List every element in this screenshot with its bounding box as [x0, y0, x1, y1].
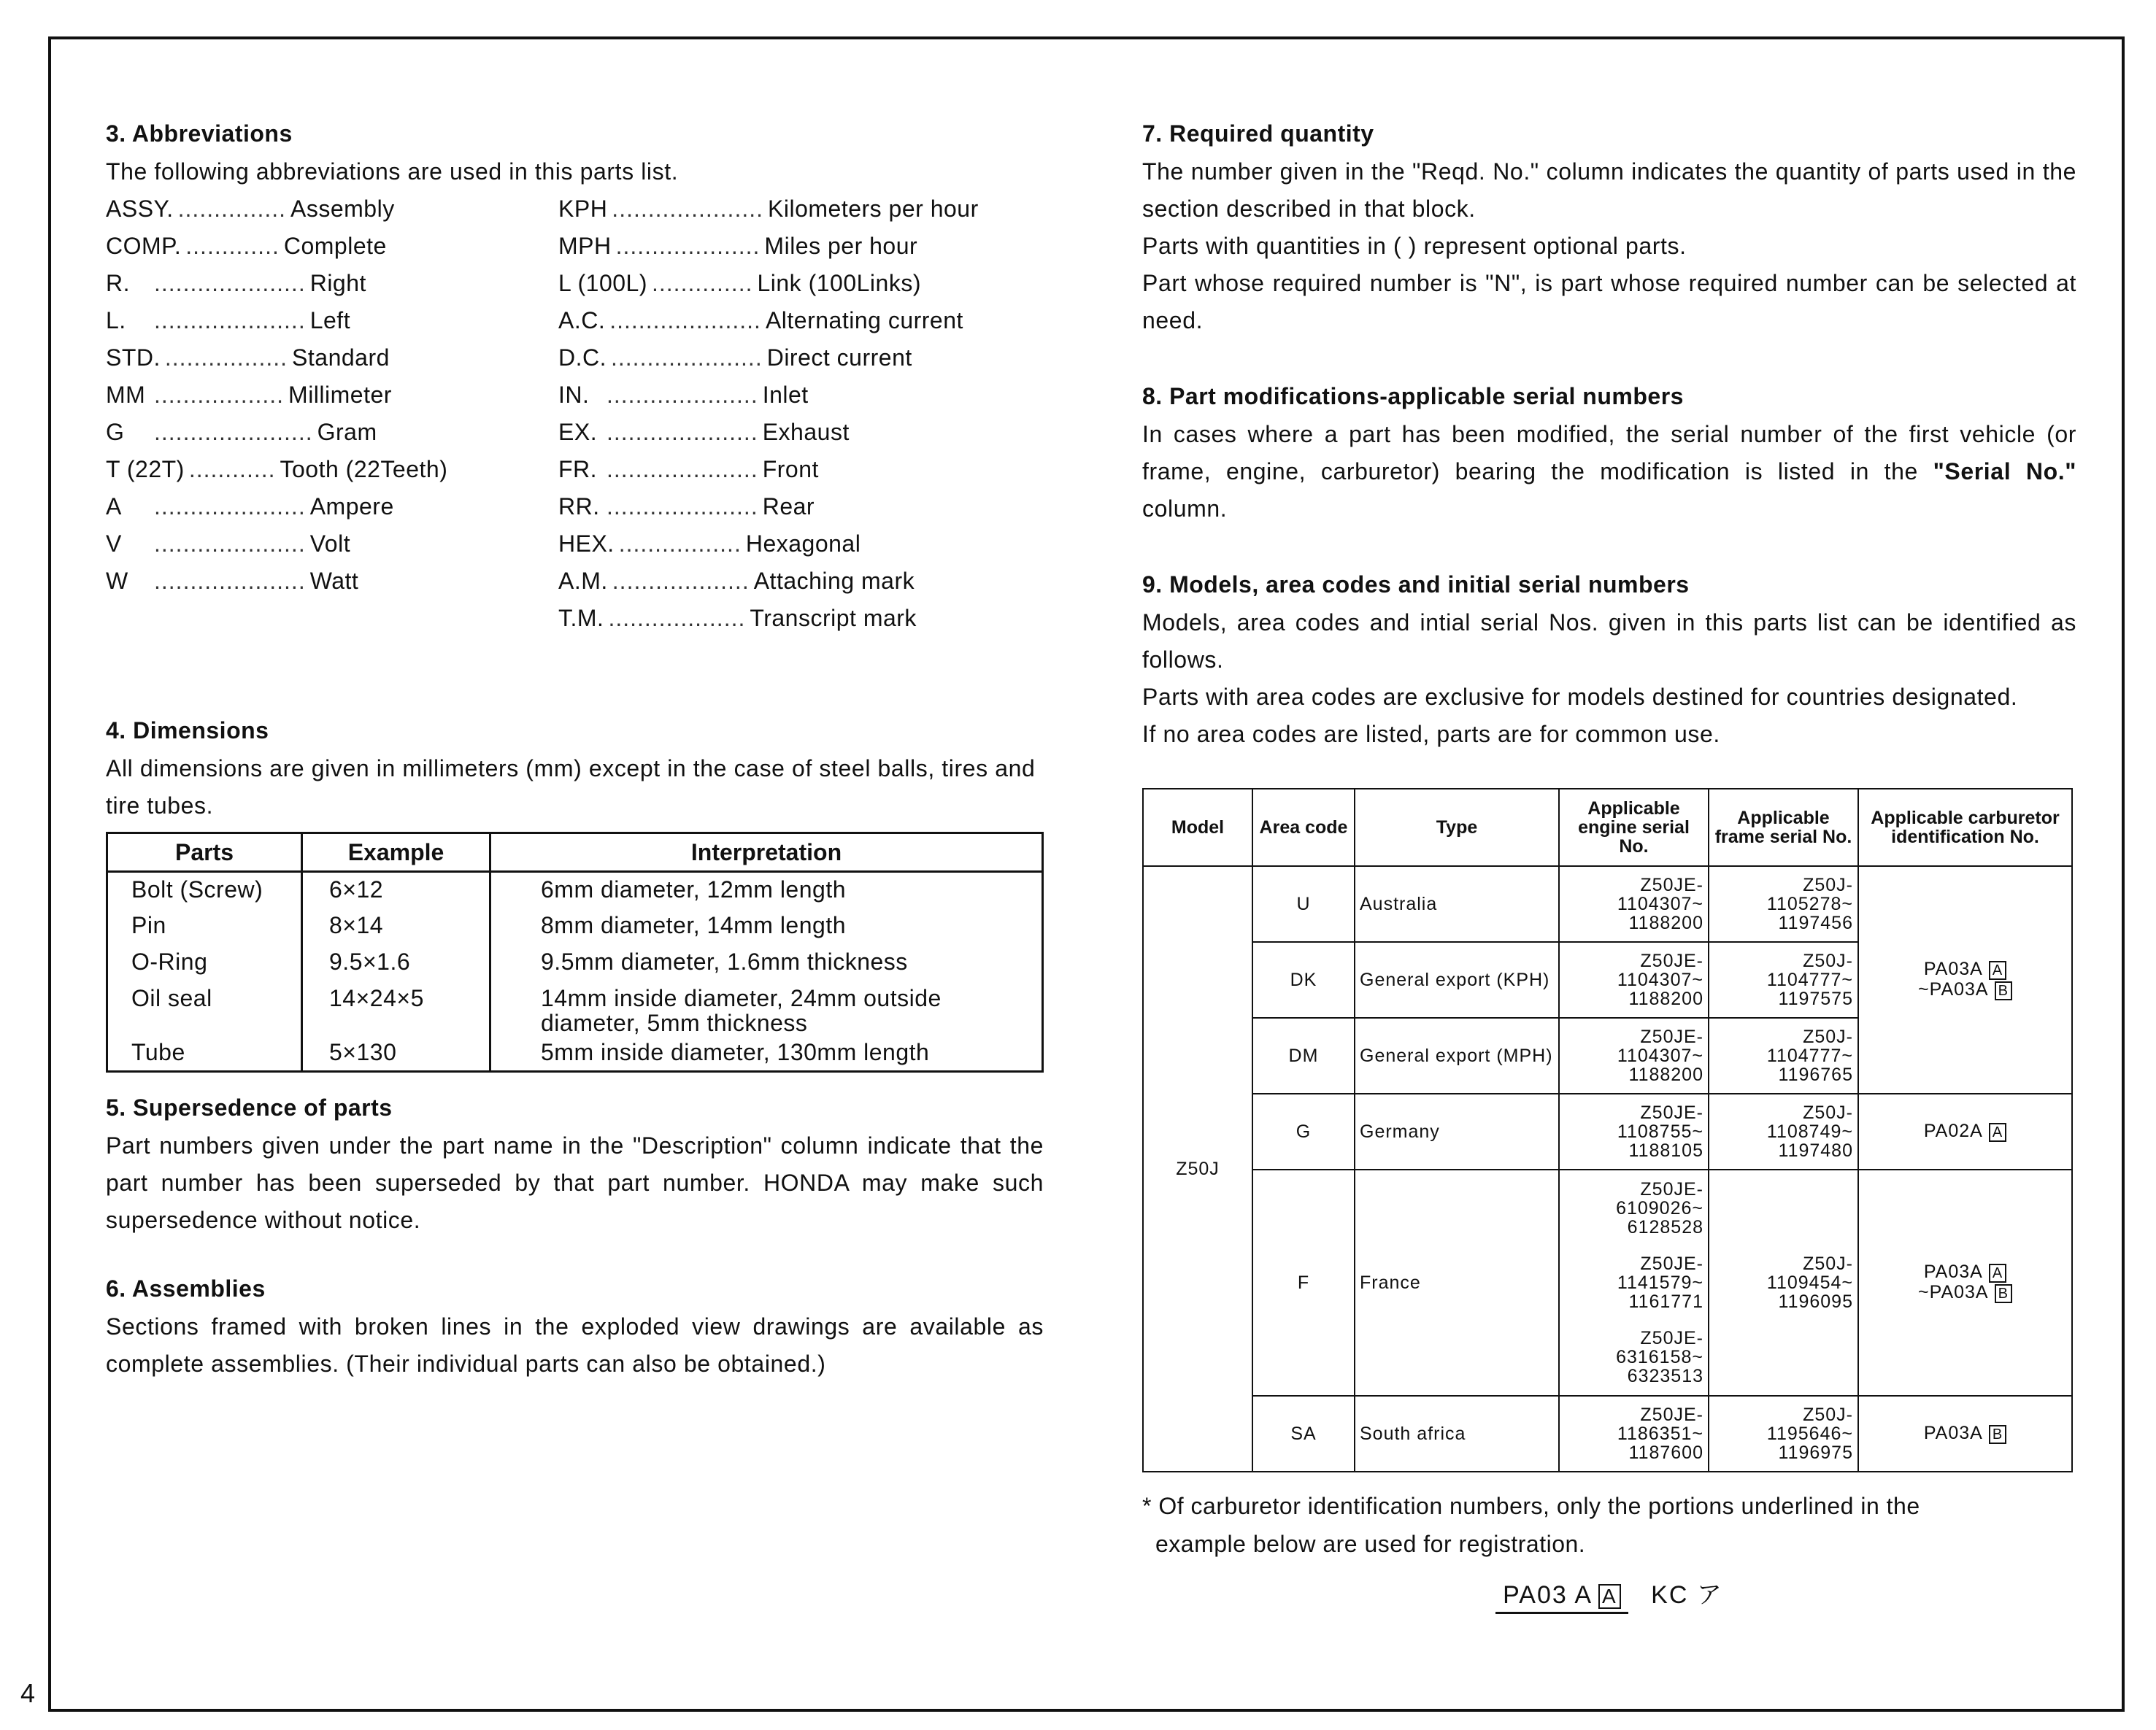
column-header: Parts [107, 833, 302, 872]
boxed-letter: B [1995, 1284, 2012, 1303]
dimensions-table [106, 832, 1044, 1073]
area-code-cell: DM [1252, 1018, 1355, 1094]
type-cell: General export (KPH) [1355, 942, 1559, 1018]
table-row [107, 872, 1043, 908]
asterisk-mark: * [1142, 1493, 1152, 1519]
type-cell: General export (MPH) [1355, 1018, 1559, 1094]
example-cell: 14×24×5 [302, 981, 490, 1035]
section-text: In cases where a part has been modified, the serial number of the first vehicle (or frame, engine, carburetor) bearing the modification is listed in the "Serial No." column. [1142, 421, 2076, 522]
section-text: Parts with area codes are exclusive for models destined for countries designated. [1142, 684, 2018, 710]
column-header: Applicable carburetor identification No. [1858, 789, 2072, 866]
dot-leader: ............... [177, 196, 286, 222]
abbreviation-meaning: Miles per hour [764, 233, 918, 259]
abbreviation-key: MPH [558, 233, 612, 259]
column-header: Applicable frame serial No. [1709, 789, 1858, 866]
abbreviation-key: A [106, 493, 122, 520]
abbreviation-row [558, 525, 1011, 563]
type-cell: South africa [1355, 1396, 1559, 1472]
abbreviation-key: HEX. [558, 530, 615, 557]
dot-leader: ..................... [154, 270, 306, 296]
abbreviation-key: A.C. [558, 307, 606, 333]
abbreviation-key: IN. [558, 382, 590, 408]
example-cell: 6×12 [302, 872, 490, 908]
example-cell: 8×14 [302, 908, 490, 945]
abbreviation-key: ASSY. [106, 196, 174, 222]
abbreviation-meaning: Right [309, 270, 366, 296]
abbreviation-row [106, 488, 558, 525]
area-code-cell: SA [1252, 1396, 1355, 1472]
section-supersedence [106, 1094, 1044, 1239]
section-text: Models, area codes and intial serial Nos. given in this parts list can be identified as follows. [1142, 609, 2076, 673]
type-cell: Australia [1355, 866, 1559, 942]
dot-leader: .............. [652, 270, 753, 296]
section-assemblies [106, 1275, 1044, 1383]
dot-leader: ................... [612, 568, 750, 594]
table-row [107, 945, 1043, 981]
abbreviation-row [558, 414, 1011, 451]
table-row [107, 981, 1043, 1035]
section-models-area-codes [1142, 571, 2076, 1610]
abbreviation-meaning: Standard [292, 344, 390, 371]
engine-serial-cell: Z50JE- 1186351~ 1187600 [1559, 1396, 1709, 1472]
abbreviation-key: COMP. [106, 233, 182, 259]
parts-cell: O-Ring [107, 945, 302, 981]
abbreviation-key: W [106, 568, 128, 594]
section-title: 9. Models, area codes and initial serial numbers [1142, 571, 1690, 598]
abbreviation-row [558, 376, 1011, 414]
section-text: If no area codes are listed, parts are for common use. [1142, 721, 1720, 747]
boxed-letter: A [1598, 1584, 1621, 1609]
boxed-letter: A [1989, 961, 2006, 980]
area-code-cell: DK [1252, 942, 1355, 1018]
abbreviation-row [106, 563, 558, 600]
section-text: Part whose required number is "N", is part whose required number can be selected at need. [1142, 270, 2076, 333]
abbreviation-meaning: Assembly [290, 196, 395, 222]
section-intro: The following abbreviations are used in this parts list. [106, 158, 679, 185]
abbreviation-meaning: Attaching mark [753, 568, 915, 594]
abbreviation-key: L. [106, 307, 126, 333]
type-cell: Germany [1355, 1094, 1559, 1170]
model-cell: Z50J [1143, 866, 1252, 1472]
section-required-quantity [1142, 120, 2076, 339]
section-title: 4. Dimensions [106, 717, 269, 744]
engine-serial-cell: Z50JE- 1104307~ 1188200 [1559, 866, 1709, 942]
example-cell: 9.5×1.6 [302, 945, 490, 981]
parts-cell: Tube [107, 1035, 302, 1072]
interpretation-cell: 6mm diameter, 12mm length [541, 876, 846, 903]
abbreviation-row [106, 190, 558, 228]
abbreviation-meaning: Watt [309, 568, 359, 594]
type-cell: France [1355, 1170, 1559, 1396]
table-row [107, 908, 1043, 945]
carburetor-id-cell: PA03A A ~PA03A B [1858, 1170, 2072, 1396]
abbreviation-meaning: Millimeter [288, 382, 392, 408]
engine-serial-cell: Z50JE- 1104307~ 1188200 [1559, 1018, 1709, 1094]
models-table [1142, 788, 2073, 1472]
area-code-cell: G [1252, 1094, 1355, 1170]
abbreviation-row [106, 451, 558, 488]
abbreviation-meaning: Complete [283, 233, 387, 259]
abbreviation-row [558, 265, 1011, 302]
frame-serial-cell: Z50J- 1195646~ 1196975 [1709, 1396, 1858, 1472]
dot-leader: ..................... [607, 382, 758, 408]
dot-leader: ................. [164, 344, 288, 371]
abbreviation-key: MM [106, 382, 146, 408]
section-title: 8. Part modifications-applicable serial numbers [1142, 383, 1684, 409]
boxed-letter: B [1995, 981, 2012, 1000]
dot-leader: ..................... [609, 307, 761, 333]
boxed-letter: A [1989, 1264, 2006, 1283]
section-title: 6. Assemblies [106, 1275, 266, 1302]
abbreviation-row [558, 228, 1011, 265]
abbreviation-row [558, 339, 1011, 376]
abbreviation-key: STD. [106, 344, 161, 371]
abbreviation-key: T (22T) [106, 456, 185, 482]
carburetor-id-cell: PA03A B [1858, 1396, 2072, 1472]
abbreviation-meaning: Transcript mark [750, 605, 917, 631]
engine-serial-cell: Z50JE- 1108755~ 1188105 [1559, 1094, 1709, 1170]
parts-cell: Bolt (Screw) [107, 872, 302, 908]
abbreviation-row [558, 190, 1011, 228]
engine-serial-cell: Z50JE- 1104307~ 1188200 [1559, 942, 1709, 1018]
frame-serial-cell: Z50J- 1104777~ 1197575 [1709, 942, 1858, 1018]
right-column [1142, 120, 2076, 1610]
abbreviation-meaning: Alternating current [765, 307, 963, 333]
interpretation-cell: 8mm diameter, 14mm length [541, 911, 846, 938]
frame-serial-cell: Z50J- 1105278~ 1197456 [1709, 866, 1858, 942]
area-code-cell: U [1252, 866, 1355, 942]
abbreviation-meaning: Exhaust [762, 419, 850, 445]
left-column [106, 120, 1044, 1383]
column-header: Applicable engine serial No. [1559, 789, 1709, 866]
table-row [1143, 1170, 2072, 1396]
abbreviation-row [558, 488, 1011, 525]
parts-cell: Pin [107, 908, 302, 945]
dot-leader: .................. [154, 382, 285, 408]
column-header: Interpretation [490, 833, 1043, 872]
abbreviation-row [106, 525, 558, 563]
abbreviation-key: EX. [558, 419, 598, 445]
abbreviation-meaning: Kilometers per hour [768, 196, 979, 222]
abbreviation-column-left [106, 190, 558, 637]
section-text: All dimensions are given in millimeters (mm) except in the case of steel balls, tires and tire tubes. [106, 755, 1036, 819]
abbreviation-key: V [106, 530, 122, 557]
interpretation-cell: 9.5mm diameter, 1.6mm thickness [541, 948, 908, 975]
dot-leader: ..................... [611, 344, 763, 371]
abbreviation-key: D.C. [558, 344, 607, 371]
dot-leader: ................. [618, 530, 742, 557]
abbreviation-key: A.M. [558, 568, 608, 594]
parts-cell: Oil seal [107, 981, 302, 1035]
section-abbreviations [106, 120, 1044, 637]
column-header: Type [1355, 789, 1559, 866]
abbreviation-key: R. [106, 270, 130, 296]
section-title: 7. Required quantity [1142, 120, 1374, 147]
abbreviation-meaning: Front [762, 456, 819, 482]
table-row [107, 1035, 1043, 1072]
abbreviation-key: KPH [558, 196, 608, 222]
abbreviation-row [106, 414, 558, 451]
example-cell: 5×130 [302, 1035, 490, 1072]
interpretation-cell: 14mm inside diameter, 24mm outside diameter, 5mm thickness [541, 984, 942, 1036]
abbreviation-key: FR. [558, 456, 598, 482]
abbreviation-meaning: Volt [309, 530, 351, 557]
dot-leader: ............. [185, 233, 280, 259]
dot-leader: ............ [188, 456, 276, 482]
abbreviation-list [106, 190, 1044, 637]
table-header-row [1143, 789, 2072, 866]
abbreviation-meaning: Inlet [762, 382, 809, 408]
column-header: Model [1143, 789, 1252, 866]
abbreviation-meaning: Rear [762, 493, 815, 520]
abbreviation-meaning: Left [309, 307, 351, 333]
dot-leader: ................... [608, 605, 746, 631]
dot-leader: ..................... [154, 307, 306, 333]
area-code-cell: F [1252, 1170, 1355, 1396]
dot-leader: ..................... [607, 493, 758, 520]
abbreviation-key: G [106, 419, 125, 445]
column-header: Example [302, 833, 490, 872]
abbreviation-row [106, 376, 558, 414]
dot-leader: ...................... [154, 419, 313, 445]
section-text: Sections framed with broken lines in the exploded view drawings are available as complete assemblies. (Their individual parts can also be obtained.) [106, 1313, 1044, 1377]
boxed-letter: B [1989, 1425, 2006, 1444]
serial-no-emphasis: "Serial No." [1933, 458, 2076, 484]
column-header: Area code [1252, 789, 1355, 866]
table-row [1143, 1396, 2072, 1472]
abbreviation-meaning: Gram [317, 419, 377, 445]
section-title: 3. Abbreviations [106, 120, 293, 147]
section-part-modifications [1142, 383, 2076, 528]
section-title: 5. Supersedence of parts [106, 1094, 393, 1121]
abbreviation-row [558, 600, 1011, 637]
dot-leader: ..................... [154, 493, 306, 520]
frame-serial-cell: Z50J- 1109454~ 1196095 [1709, 1170, 1858, 1396]
abbreviation-meaning: Link (100Links) [757, 270, 921, 296]
abbreviation-row [558, 302, 1011, 339]
abbreviation-column-right [558, 190, 1011, 637]
abbreviation-row [558, 563, 1011, 600]
carburetor-id-cell: PA02A A [1858, 1094, 2072, 1170]
abbreviation-row [558, 451, 1011, 488]
dot-leader: .................... [615, 233, 761, 259]
abbreviation-row [106, 228, 558, 265]
abbreviation-meaning: Ampere [309, 493, 394, 520]
section-text: The number given in the "Reqd. No." column indicates the quantity of parts used in the section described in that block. [1142, 158, 2076, 222]
abbreviation-key: RR. [558, 493, 600, 520]
example-suffix: KC ア [1651, 1581, 1723, 1609]
section-text: Parts with quantities in ( ) represent optional parts. [1142, 233, 1687, 259]
dot-leader: ..................... [607, 419, 758, 445]
table-row [1143, 866, 2072, 942]
abbreviation-key: L (100L) [558, 270, 647, 296]
abbreviation-meaning: Hexagonal [745, 530, 861, 557]
carburetor-id-cell: PA03A A ~PA03A B [1858, 866, 2072, 1094]
dot-leader: ..................... [154, 530, 306, 557]
abbreviation-row [106, 339, 558, 376]
frame-serial-cell: Z50J- 1108749~ 1197480 [1709, 1094, 1858, 1170]
dot-leader: ..................... [612, 196, 763, 222]
table-row [1143, 1094, 2072, 1170]
dot-leader: ..................... [607, 456, 758, 482]
carburetor-footnote: * Of carburetor identification numbers, only the portions underlined in the example below are used for registration. [1142, 1493, 1920, 1557]
interpretation-cell: 5mm inside diameter, 130mm length [541, 1038, 930, 1065]
table-header-row [107, 833, 1043, 872]
section-text: Part numbers given under the part name in the "Description" column indicate that the part number has been superseded by that part number. HONDA may make such supersedence without notice. [106, 1132, 1044, 1233]
abbreviation-meaning: Direct current [766, 344, 912, 371]
underlined-portion: PA03 A A [1495, 1581, 1628, 1614]
frame-serial-cell: Z50J- 1104777~ 1196765 [1709, 1018, 1858, 1094]
boxed-letter: A [1989, 1123, 2006, 1142]
abbreviation-row [106, 265, 558, 302]
dot-leader: ..................... [154, 568, 306, 594]
abbreviation-key: T.M. [558, 605, 604, 631]
abbreviation-row [106, 302, 558, 339]
section-dimensions [106, 717, 1044, 1073]
engine-serial-cell: Z50JE- 6109026~ 6128528 Z50JE- 1141579~ 1161771 Z50JE- 6316158~ 6323513 [1559, 1170, 1709, 1396]
registration-example [1142, 1575, 2076, 1610]
abbreviation-meaning: Tooth (22Teeth) [280, 456, 448, 482]
page-number: 4 [20, 1678, 36, 1708]
